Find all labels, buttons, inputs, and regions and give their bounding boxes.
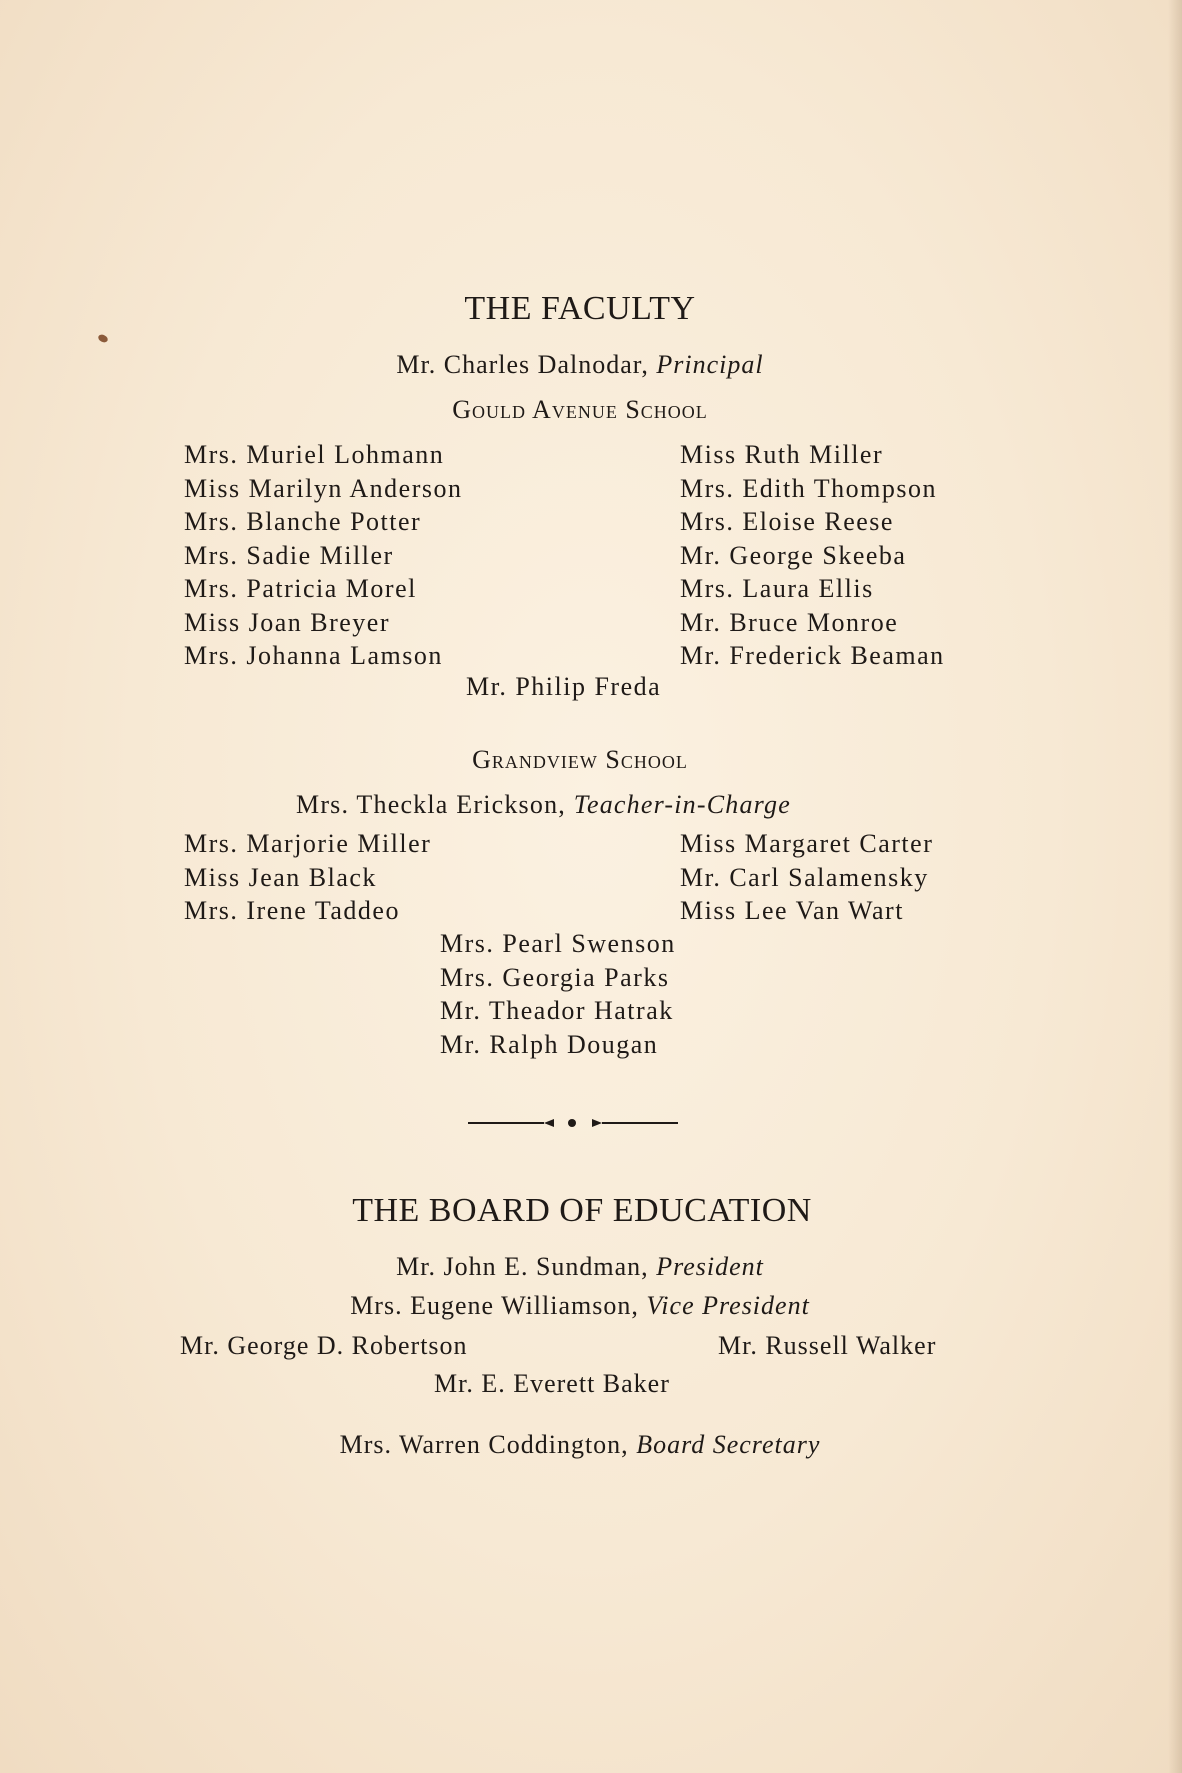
gould-left-column <box>184 438 463 673</box>
grandview-center-name: Mr. Ralph Dougan <box>440 1029 659 1059</box>
teacher-in-charge-line <box>296 790 791 820</box>
gould-left-name: Mrs. Patricia Morel <box>184 574 417 603</box>
gould-right-name: Mrs. Edith Thompson <box>680 473 937 503</box>
grandview-school-heading: Grandview School <box>472 745 688 774</box>
gould-right-column <box>680 438 945 673</box>
grandview-left-name: Miss Jean Black <box>184 862 377 892</box>
gould-right-name: Miss Ruth Miller <box>680 440 884 469</box>
teacher-in-charge-name: Mrs. Theckla Erickson, <box>296 790 566 819</box>
president-role: President <box>656 1252 764 1281</box>
vice-president-role: Vice President <box>646 1291 810 1320</box>
secretary-name: Mrs. Warren Coddington, <box>339 1430 629 1459</box>
gould-left-name: Mrs. Johanna Lamson <box>184 641 443 670</box>
grandview-right-name: Mr. Carl Salamensky <box>680 862 929 892</box>
gould-right-name: Mr. George Skeeba <box>680 540 907 570</box>
faculty-title: THE FACULTY <box>464 290 696 327</box>
principal-name: Mr. Charles Dalnodar, <box>396 350 649 379</box>
grandview-left-name: Mrs. Marjorie Miller <box>184 829 432 858</box>
grandview-center-name: Mrs. Pearl Swenson <box>440 929 676 958</box>
board-member-right: Mr. Russell Walker <box>718 1331 937 1360</box>
president-name: Mr. John E. Sundman, <box>396 1252 649 1281</box>
principal-role: Principal <box>656 350 764 379</box>
grandview-right-name: Miss Lee Van Wart <box>680 896 904 925</box>
board-title: THE BOARD OF EDUCATION <box>352 1192 812 1229</box>
grandview-center-column <box>440 927 676 1061</box>
grandview-right-name: Miss Margaret Carter <box>680 829 934 858</box>
gould-school-heading: Gould Avenue School <box>452 395 708 424</box>
ornamental-divider <box>468 1117 678 1129</box>
board-member-center: Mr. E. Everett Baker <box>434 1369 670 1398</box>
grandview-left-name: Mrs. Irene Taddeo <box>184 896 400 925</box>
gould-left-name: Miss Marilyn Anderson <box>184 473 463 503</box>
gould-right-name: Mr. Bruce Monroe <box>680 607 899 637</box>
paper-stain <box>97 333 109 344</box>
principal-line <box>0 350 1160 380</box>
gould-left-name: Miss Joan Breyer <box>184 607 390 637</box>
vice-president-line <box>0 1291 1160 1321</box>
gould-center-name: Mr. Philip Freda <box>466 672 662 701</box>
gould-right-name: Mrs. Eloise Reese <box>680 507 894 536</box>
grandview-left-column <box>184 827 431 928</box>
page-edge-shadow <box>1168 0 1182 1773</box>
secretary-role: Board Secretary <box>636 1430 821 1459</box>
secretary-line <box>0 1430 1160 1460</box>
gould-left-name: Mrs. Muriel Lohmann <box>184 440 445 469</box>
board-member-left: Mr. George D. Robertson <box>180 1331 468 1360</box>
grandview-right-column <box>680 827 933 928</box>
gould-right-name: Mrs. Laura Ellis <box>680 574 874 603</box>
gould-left-name: Mrs. Sadie Miller <box>184 540 394 570</box>
president-line <box>0 1252 1160 1282</box>
gould-right-name: Mr. Frederick Beaman <box>680 641 945 670</box>
gould-left-name: Mrs. Blanche Potter <box>184 507 422 536</box>
teacher-in-charge-role: Teacher-in-Charge <box>573 790 791 819</box>
grandview-center-name: Mr. Theador Hatrak <box>440 996 674 1025</box>
grandview-center-name: Mrs. Georgia Parks <box>440 962 670 992</box>
vice-president-name: Mrs. Eugene Williamson, <box>350 1291 639 1320</box>
